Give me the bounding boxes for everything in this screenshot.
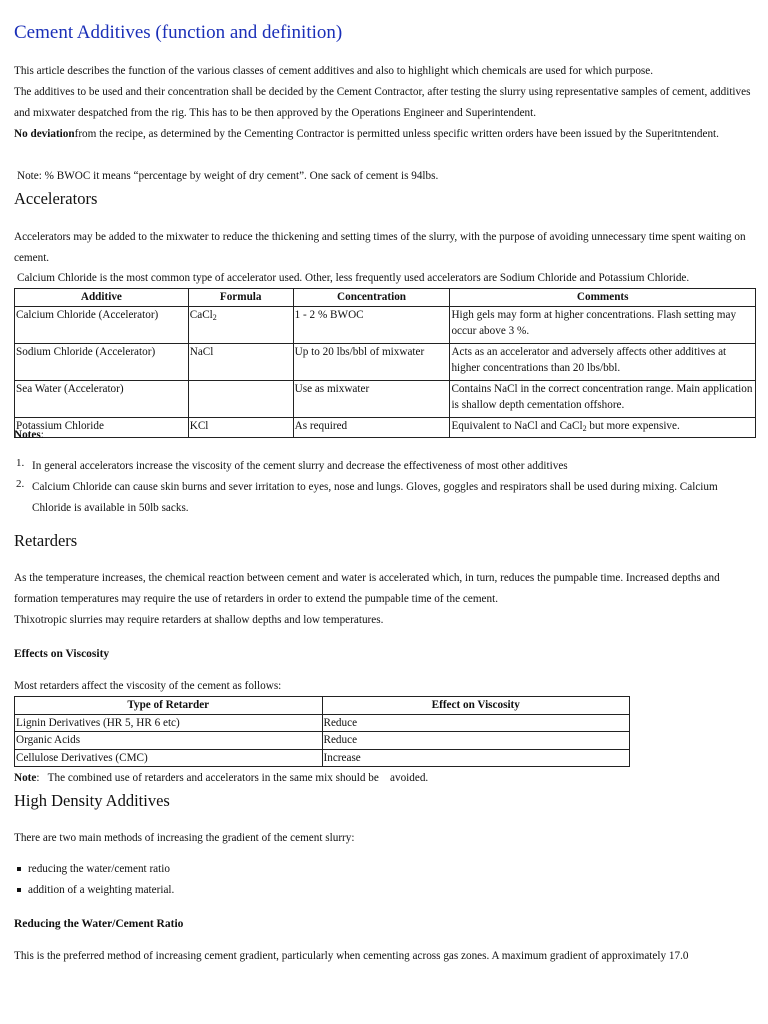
intro-paragraph-1: This article describes the function of the various classes of cement additives and also to highlight which chemicals are used for which purpose. bbox=[14, 65, 654, 77]
no-deviation-bold: No deviation bbox=[14, 128, 75, 140]
additive-cell: Potassium Chloride bbox=[15, 417, 189, 438]
retarders-heading: Retarders bbox=[14, 531, 78, 550]
intro-paragraph-2: The additives to be used and their concentration shall be decided by the Cement Contractor, after testing the slurry using representative samples of cement, additives and mixwater despatched from the rig. This has to be then approved by the Operations Engineer and Superintendent. bbox=[14, 86, 751, 119]
formula-cell bbox=[188, 380, 293, 417]
comment-cell: Equivalent to NaCl and CaCl$_2$ but more expensive. bbox=[450, 417, 756, 438]
concentration-cell: 1 - 2 % BWOC bbox=[293, 306, 450, 343]
table-header-row bbox=[15, 697, 630, 715]
list-item: reducing the water/cement ratio bbox=[14, 859, 174, 880]
viscosity-effect-cell: Reduce bbox=[322, 732, 630, 750]
list-item: addition of a weighting material. bbox=[14, 880, 174, 901]
additive-cell: Sea Water (Accelerator) bbox=[15, 380, 189, 417]
comment-cell: Acts as an accelerator and adversely affects other additives at higher concentrations than 20 lbs/bbl. bbox=[450, 343, 756, 380]
column-header: Formula bbox=[188, 289, 293, 307]
retarders-paragraph-1: As the temperature increases, the chemical reaction between cement and water is accelerated which, in turn, reduces the pumpable time. Increased depths and formation temperatures may require the use of retarders in order to extend the pumpable time of the cement. bbox=[14, 572, 720, 605]
comment-cell: Contains NaCl in the correct concentration range. Main application is shallow depth cementation offshore. bbox=[450, 380, 756, 417]
table-row bbox=[15, 380, 756, 417]
table-row bbox=[15, 749, 630, 767]
column-header: Effect on Viscosity bbox=[322, 697, 630, 715]
viscosity-effect-cell: Reduce bbox=[322, 714, 630, 732]
concentration-cell: As required bbox=[293, 417, 450, 438]
list-item: 1. In general accelerators increase the viscosity of the cement slurry and decrease the effectiveness of most other additives bbox=[16, 457, 568, 472]
accelerators-paragraph-2: Calcium Chloride is the most common type of accelerator used. Other, less frequently used accelerators are Sodium Chloride and Potassium Chloride. bbox=[17, 272, 690, 284]
high-density-heading: High Density Additives bbox=[14, 791, 170, 810]
column-header: Additive bbox=[15, 289, 189, 307]
column-header: Type of Retarder bbox=[15, 697, 323, 715]
table-row bbox=[15, 714, 630, 732]
accelerators-table bbox=[14, 288, 756, 438]
column-header: Concentration bbox=[293, 289, 450, 307]
retarders-table bbox=[14, 696, 630, 767]
reducing-ratio-heading: Reducing the Water/Cement Ratio bbox=[14, 918, 184, 930]
comment-cell: High gels may form at higher concentrations. Flash setting may occur above 3 %. bbox=[450, 306, 756, 343]
table-header-row bbox=[15, 289, 756, 307]
column-header: Comments bbox=[450, 289, 756, 307]
formula-cell: CaCl$_2$ bbox=[188, 306, 293, 343]
table-row bbox=[15, 343, 756, 380]
bullet-icon bbox=[17, 867, 21, 871]
retarder-type-cell: Lignin Derivatives (HR 5, HR 6 etc) bbox=[15, 714, 323, 732]
intro-paragraph-3 bbox=[14, 124, 756, 145]
retarders-paragraph-2: Thixotropic slurries may require retarders at shallow depths and low temperatures. bbox=[14, 614, 384, 626]
effects-on-viscosity-heading: Effects on Viscosity bbox=[14, 648, 110, 660]
high-density-methods-list bbox=[14, 859, 174, 901]
formula-cell: NaCl bbox=[188, 343, 293, 380]
page-title: Cement Additives (function and definition) bbox=[14, 22, 343, 43]
table-row bbox=[15, 306, 756, 343]
concentration-cell: Use as mixwater bbox=[293, 380, 450, 417]
retarders-paragraph-3: Most retarders affect the viscosity of the cement as follows: bbox=[14, 680, 282, 692]
formula-cell: KCl bbox=[188, 417, 293, 438]
accelerators-paragraph-1: Accelerators may be added to the mixwater to reduce the thickening and setting times of the slurry, with the purpose of avoiding unnecessary time spent waiting on cement. bbox=[14, 231, 746, 264]
additive-cell: Sodium Chloride (Accelerator) bbox=[15, 343, 189, 380]
concentration-cell: Up to 20 lbs/bbl of mixwater bbox=[293, 343, 450, 380]
retarder-type-cell: Cellulose Derivatives (CMC) bbox=[15, 749, 323, 767]
table-row bbox=[15, 732, 630, 750]
retarder-type-cell: Organic Acids bbox=[15, 732, 323, 750]
high-density-paragraph-1: There are two main methods of increasing the gradient of the cement slurry: bbox=[14, 832, 355, 844]
retarders-note: Note: The combined use of retarders and accelerators in the same mix should be avoided. bbox=[14, 772, 429, 784]
high-density-paragraph-2: This is the preferred method of increasing cement gradient, particularly when cementing across gas zones. A maximum gradient of approximately 17.0 bbox=[14, 950, 689, 962]
viscosity-effect-cell: Increase bbox=[322, 749, 630, 767]
list-item: 2. Calcium Chloride can cause skin burns and sever irritation to eyes, nose and lungs. Gloves, goggles and respirators shall be used during mixing. Calcium Chloride is available in 50lb sacks. bbox=[16, 478, 718, 514]
accelerator-notes-list bbox=[14, 456, 756, 519]
intro-paragraph-3-text: from the recipe, as determined by the Cementing Contractor is permitted unless specific written orders have been issued by the Superitntendent. bbox=[74, 128, 719, 140]
accelerators-heading: Accelerators bbox=[14, 189, 98, 208]
additive-cell: Calcium Chloride (Accelerator) bbox=[15, 306, 189, 343]
notes-label: Notes: bbox=[14, 429, 44, 441]
bwoc-note: Note: % BWOC it means “percentage by weight of dry cement”. One sack of cement is 94lbs. bbox=[17, 170, 439, 182]
bullet-icon bbox=[17, 888, 21, 892]
